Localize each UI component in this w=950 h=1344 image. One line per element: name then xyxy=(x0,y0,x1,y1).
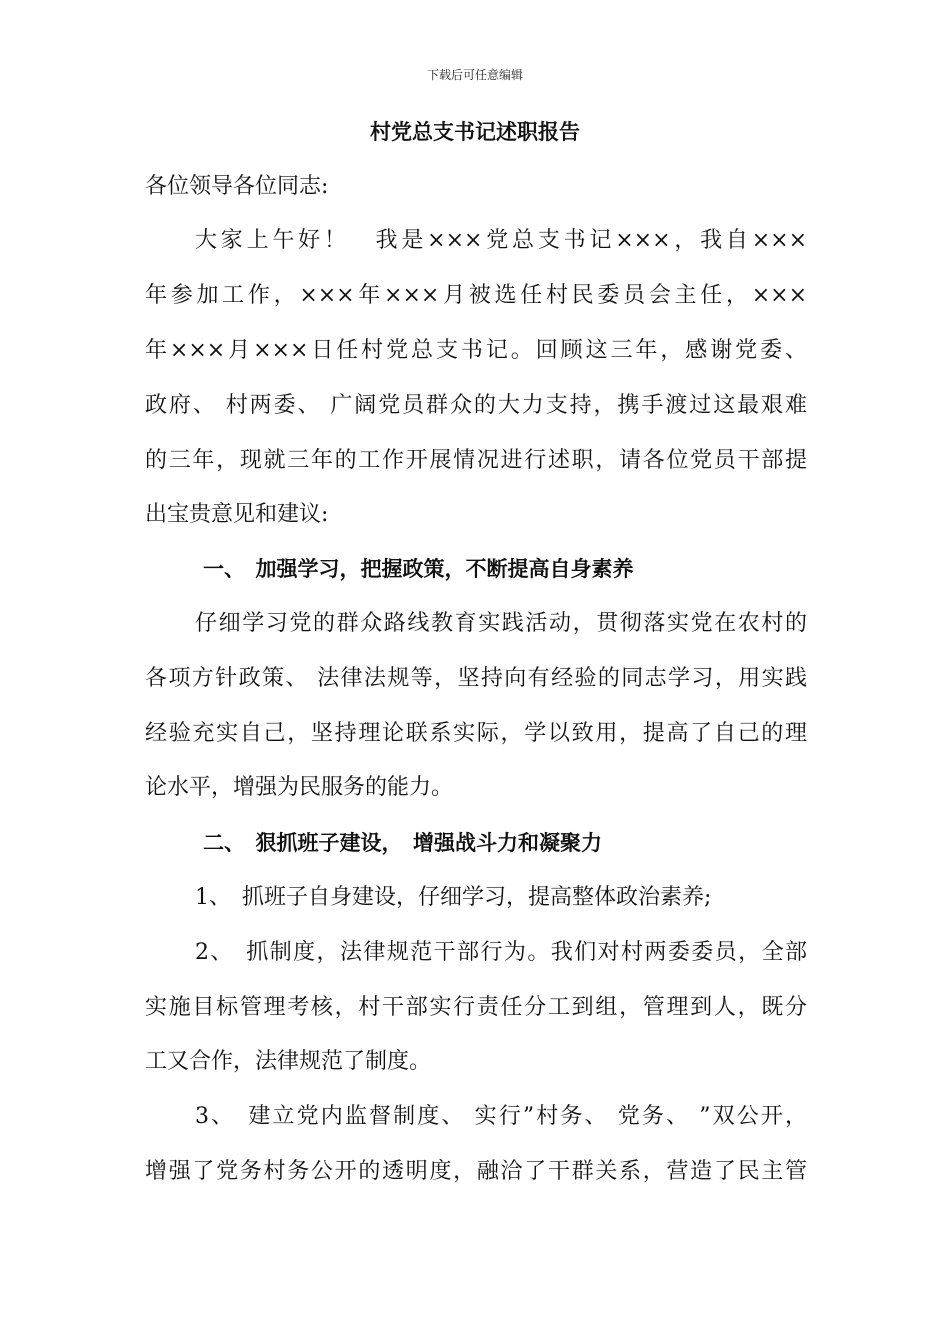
paragraph1-line: 年参加工作，×××年×××月被选任村民委员会主任，××× xyxy=(145,283,807,308)
paragraph2-line: 仔细学习党的群众路线教育实践活动，贯彻落实党在农村的 xyxy=(195,611,807,636)
list-item-2-line: 工又合作，法律规范了制度。 xyxy=(145,1049,432,1074)
paragraph1-line: 出宝贵意见和建议: xyxy=(145,502,329,527)
list-item-2-line: 实施目标管理考核，村干部实行责任分工到组，管理到人，既分 xyxy=(145,995,807,1020)
header-note: 下载后可任意编辑 xyxy=(426,68,523,82)
paragraph1-line: 政府、 村两委、 广阔党员群众的大力支持，携手渡过这最艰难 xyxy=(145,393,807,418)
salutation: 各位领导各位同志: xyxy=(145,174,329,199)
paragraph2-line: 论水平，增强为民服务的能力。 xyxy=(145,775,454,800)
paragraph1-line: 大家上午好！ 我是×××党总支书记×××，我自××× xyxy=(195,228,807,253)
document-title: 村党总支书记述职报告 xyxy=(370,120,580,144)
paragraph1-line: 的三年，现就三年的工作开展情况进行述职，请各位党员干部提 xyxy=(145,448,807,473)
section-heading-2: 二、 狠抓班子建设， 增强战斗力和凝聚力 xyxy=(203,831,602,855)
paragraph2-line: 经验充实自己，坚持理论联系实际，学以致用，提高了自己的理 xyxy=(145,721,807,746)
list-item-1: 1、 抓班子自身建设，仔细学习，提高整体政治素养; xyxy=(195,885,712,910)
paragraph1-line: 年×××月×××日任村党总支书记。回顾这三年，感谢党委、 xyxy=(145,338,807,363)
list-item-2-line: 2、 抓制度，法律规范干部行为。我们对村两委委员，全部 xyxy=(195,940,807,965)
paragraph2-line: 各项方针政策、 法律法规等，坚持向有经验的同志学习，用实践 xyxy=(145,666,807,691)
list-item-3-line: 增强了党务村务公开的透明度，融洽了干群关系，营造了民主管 xyxy=(145,1159,807,1184)
list-item-3-line: 3、 建立党内监督制度、 实行”村务、 党务、 ”双公开， xyxy=(195,1104,807,1129)
section-heading-1: 一、 加强学习，把握政策，不断提高自身素养 xyxy=(203,557,634,581)
